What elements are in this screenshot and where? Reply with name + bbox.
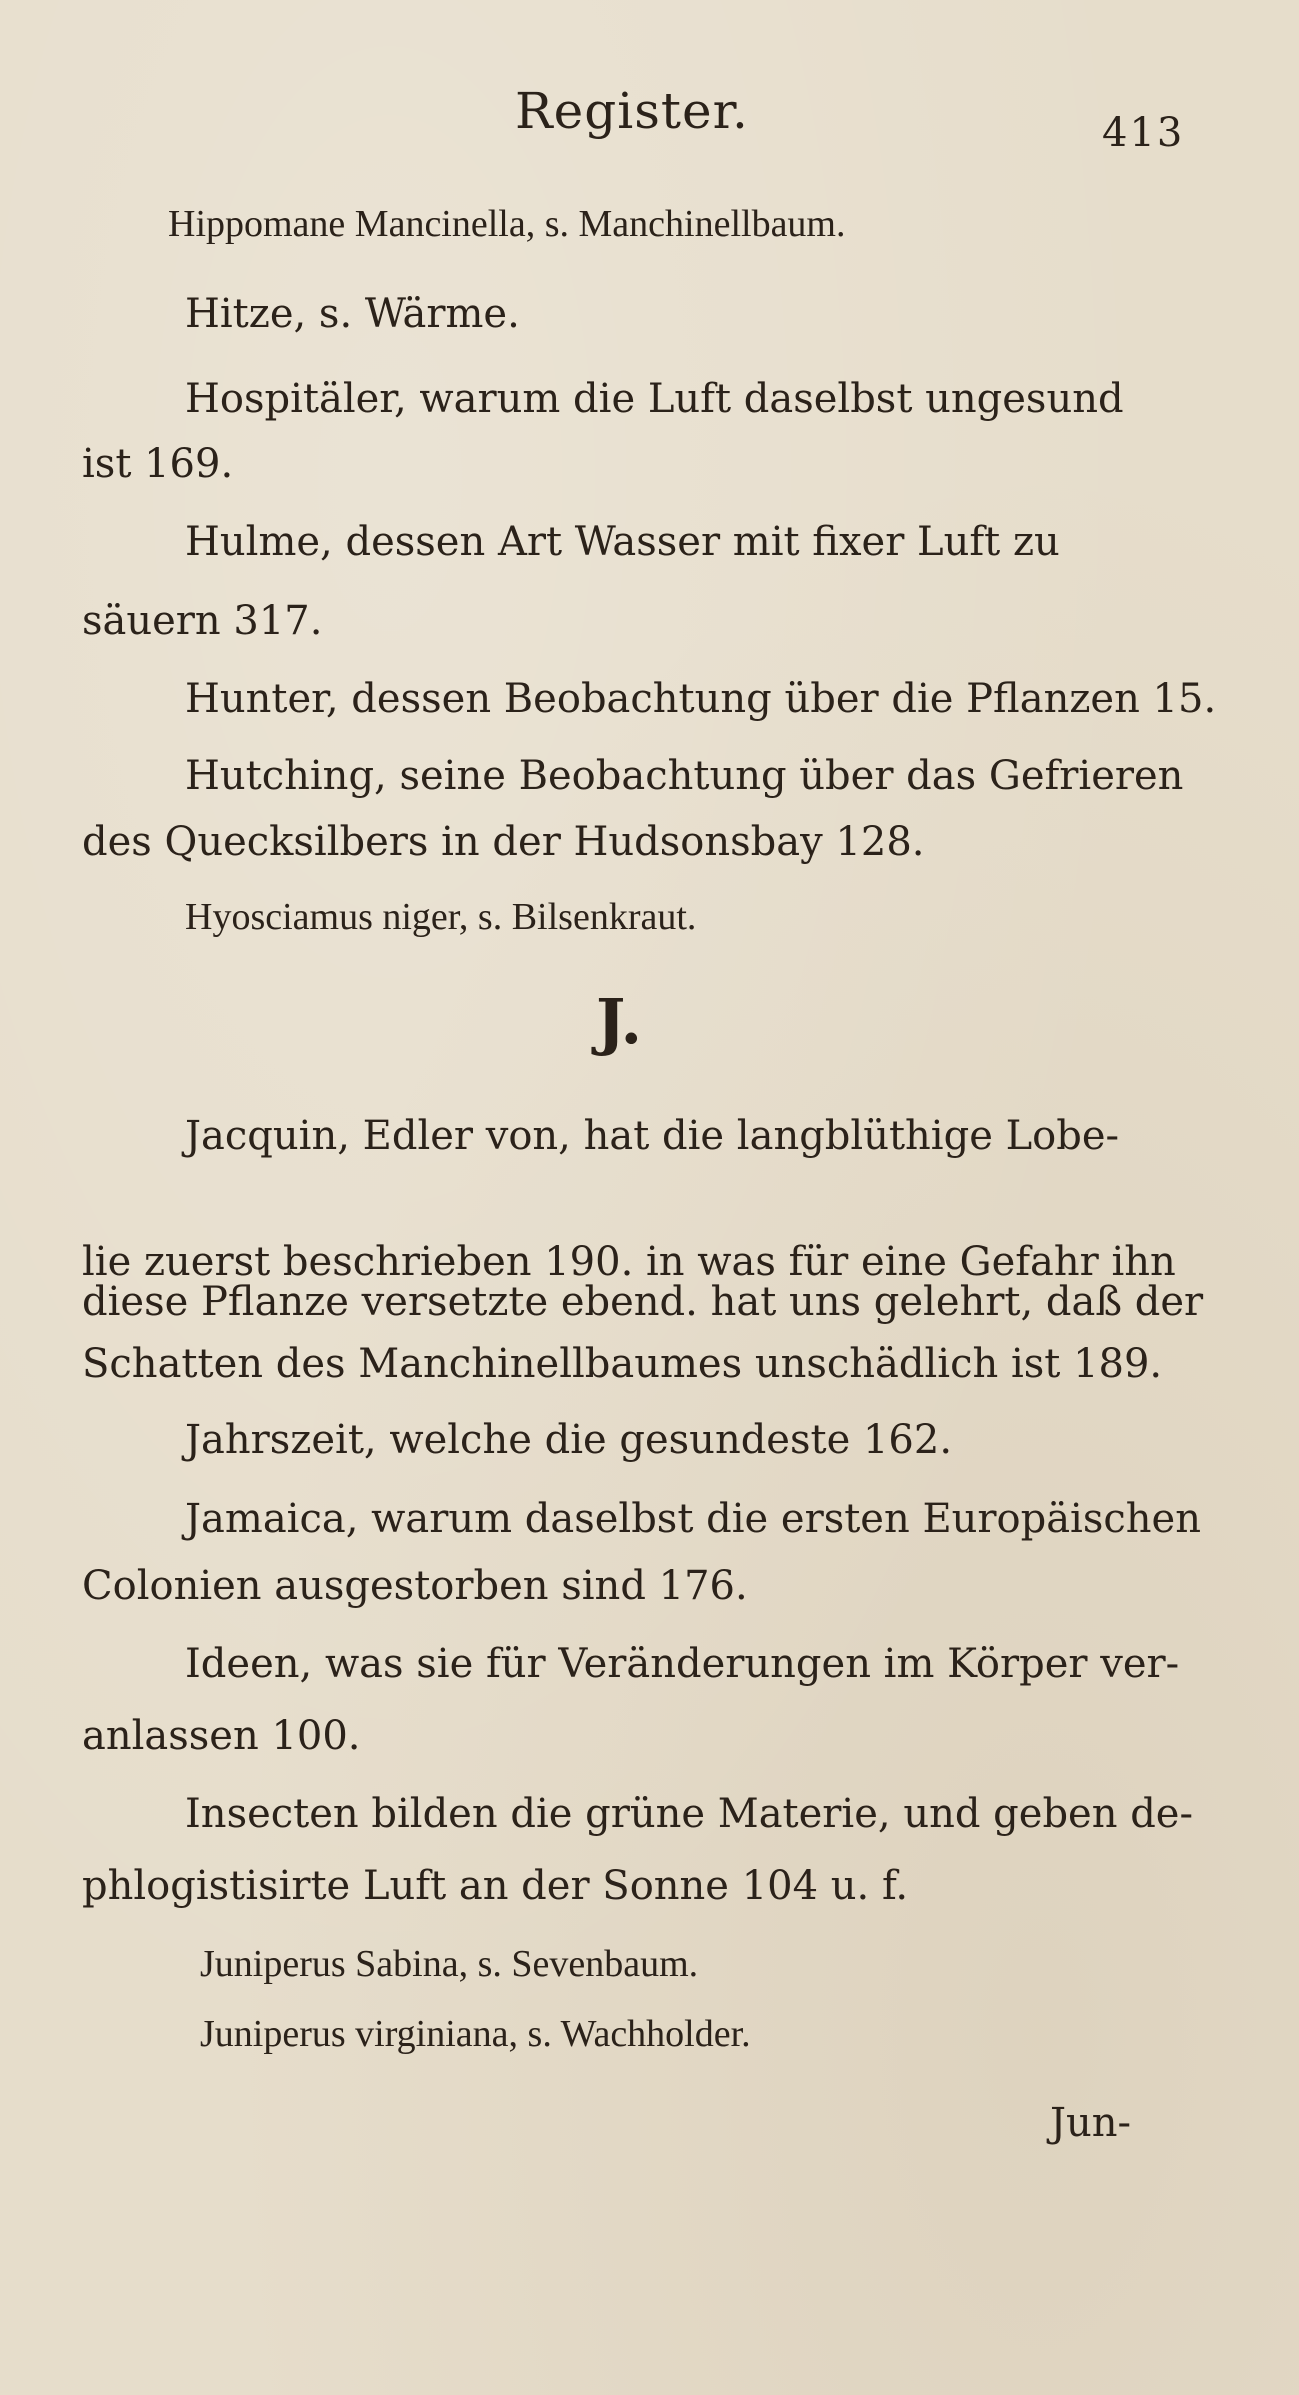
entry-line: Hulme, dessen Art Wasser mit fixer Luft zu <box>185 519 1060 565</box>
running-header-title: Register. <box>515 82 749 140</box>
catchword: Jun- <box>1050 2100 1132 2146</box>
entry-line: Hospitäler, warum die Luft daselbst ungesund <box>185 376 1124 422</box>
entry-line: Colonien ausgestorben sind 176. <box>82 1563 748 1609</box>
entry-line: lie zuerst beschrieben 190. in was für eine Gefahr ihn <box>82 1239 1176 1285</box>
entry-line: Juniperus virginiana, s. Wachholder. <box>200 2013 751 2055</box>
entry-line: Hippomane Mancinella, s. Manchinellbaum. <box>168 203 846 245</box>
entry-line: Schatten des Manchinellbaumes unschädlich ist 189. <box>82 1341 1163 1387</box>
entry-line: Hutching, seine Beobachtung über das Gefrieren <box>185 753 1184 799</box>
entry-line: anlassen 100. <box>82 1713 361 1759</box>
section-letter: J. <box>596 985 643 1058</box>
entry-line: Hitze, s. Wärme. <box>185 291 520 337</box>
entry-line: ist 169. <box>82 441 234 487</box>
entry-line: des Quecksilbers in der Hudsonsbay 128. <box>82 819 925 865</box>
entry-line: säuern 317. <box>82 598 323 644</box>
entry-line: Jahrszeit, welche die gesundeste 162. <box>185 1417 953 1463</box>
entry-line: Ideen, was sie für Veränderungen im Körper ver- <box>185 1641 1180 1687</box>
entry-line: Jacquin, Edler von, hat die langblüthige Lobe- <box>185 1113 1120 1159</box>
entry-line: Jamaica, warum daselbst die ersten Europäischen <box>185 1496 1201 1542</box>
page-number: 413 <box>1102 110 1185 156</box>
entry-line: Juniperus Sabina, s. Sevenbaum. <box>200 1943 699 1985</box>
entry-line: Insecten bilden die grüne Materie, und geben de- <box>185 1791 1193 1837</box>
entry-line: diese Pflanze versetzte ebend. hat uns gelehrt, daß der <box>82 1279 1204 1325</box>
entry-line: Hunter, dessen Beobachtung über die Pflanzen 15. <box>185 676 1217 722</box>
entry-line: Hyosciamus niger, s. Bilsenkraut. <box>185 896 697 938</box>
entry-line: phlogistisirte Luft an der Sonne 104 u. f. <box>82 1863 909 1909</box>
